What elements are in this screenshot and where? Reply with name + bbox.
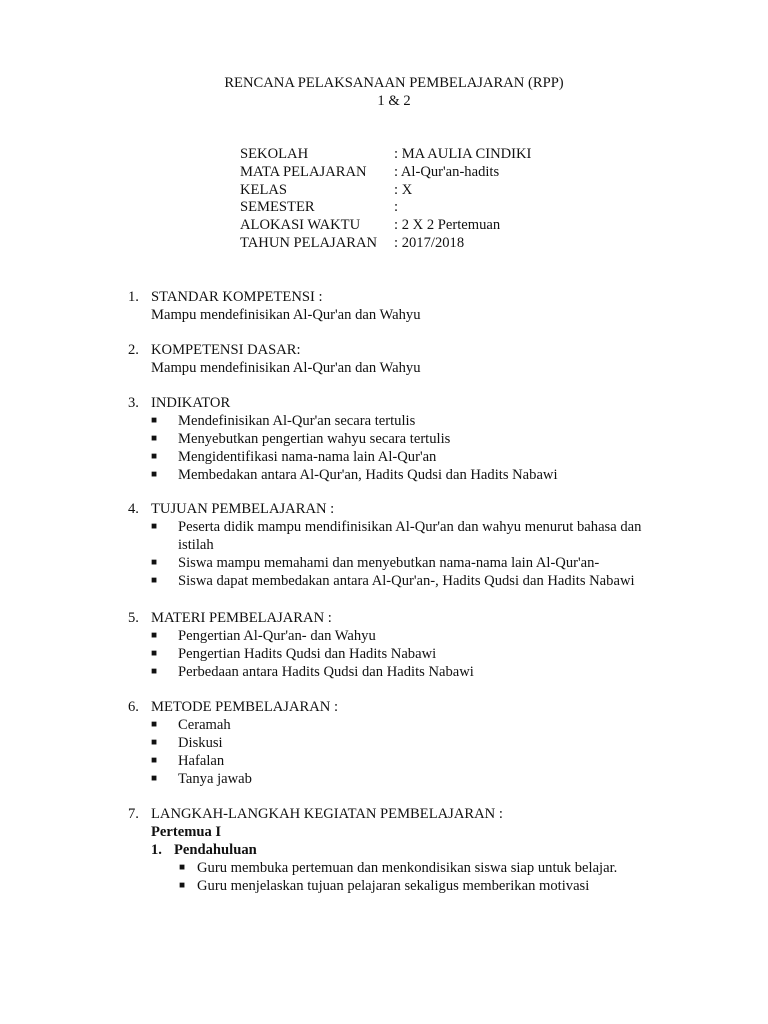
list-item: ■ Guru membuka pertemuan dan menkondisikan siswa siap untuk belajar. xyxy=(179,860,618,876)
list-item: ■ Pengertian Al-Qur'an- dan Wahyu xyxy=(151,628,376,644)
meeting-heading: Pertemua I xyxy=(151,824,222,840)
section-number: 6. xyxy=(128,699,139,715)
section-materi-pembelajaran xyxy=(128,609,688,681)
square-bullet-icon: ■ xyxy=(151,755,158,766)
identity-table xyxy=(240,145,531,252)
square-bullet-icon: ■ xyxy=(151,666,158,677)
section-number: 7. xyxy=(128,806,139,822)
section-indikator xyxy=(128,394,688,484)
square-bullet-icon: ■ xyxy=(151,737,158,748)
list-item: ■ Mendefinisikan Al-Qur'an secara tertulis xyxy=(151,413,416,429)
section-kompetensi-dasar xyxy=(128,341,688,377)
section-number: 2. xyxy=(128,342,139,358)
info-value: : Al-Qur'an-hadits xyxy=(394,163,500,180)
section-standar-kompetensi xyxy=(128,288,688,324)
section-number: 1. xyxy=(128,289,139,305)
square-bullet-icon: ■ xyxy=(151,575,158,586)
section-number: 5. xyxy=(128,610,139,626)
title-line-1: RENCANA PELAKSANAAN PEMBELAJARAN (RPP) xyxy=(224,75,564,91)
square-bullet-icon: ■ xyxy=(151,415,158,426)
info-row-school-year xyxy=(240,234,531,252)
square-bullet-icon: ■ xyxy=(151,719,158,730)
info-label: TAHUN PELAJARAN xyxy=(240,234,378,251)
info-value: : MA AULIA CINDIKI xyxy=(394,146,532,162)
square-bullet-icon: ■ xyxy=(179,880,186,891)
section-text: Mampu mendefinisikan Al-Qur'an dan Wahyu xyxy=(151,307,421,323)
list-item: ■ Peserta didik mampu mendifinisikan Al-Qur'an dan wahyu menurut bahasa dan istilah xyxy=(151,519,642,553)
list-item: ■ Mengidentifikasi nama-nama lain Al-Qur'an xyxy=(151,449,437,465)
list-item: ■ Membedakan antara Al-Qur'an, Hadits Qudsi dan Hadits Nabawi xyxy=(151,467,558,483)
square-bullet-icon: ■ xyxy=(151,451,158,462)
section-title: MATERI PEMBELAJARAN : xyxy=(151,610,332,626)
document-title xyxy=(0,74,768,110)
info-label: KELAS xyxy=(240,181,288,198)
section-title: KOMPETENSI DASAR: xyxy=(151,342,301,358)
square-bullet-icon: ■ xyxy=(151,521,158,532)
square-bullet-icon: ■ xyxy=(151,469,158,480)
title-line-2: 1 & 2 xyxy=(377,93,411,109)
subsection-title: Pendahuluan xyxy=(174,842,257,858)
subsection-number: 1. xyxy=(151,842,162,858)
section-tujuan-pembelajaran xyxy=(128,500,668,590)
square-bullet-icon: ■ xyxy=(179,862,186,873)
list-item: ■ Menyebutkan pengertian wahyu secara tertulis xyxy=(151,431,451,447)
info-value: : X xyxy=(394,181,413,198)
square-bullet-icon: ■ xyxy=(151,557,158,568)
list-item: ■ Siswa dapat membedakan antara Al-Qur'an-, Hadits Qudsi dan Hadits Nabawi xyxy=(151,573,635,589)
info-row-class xyxy=(240,181,531,199)
list-item: ■ Diskusi xyxy=(151,735,223,751)
list-item: ■ Perbedaan antara Hadits Qudsi dan Hadits Nabawi xyxy=(151,664,474,680)
info-value: : 2017/2018 xyxy=(394,234,465,251)
section-title: METODE PEMBELAJARAN : xyxy=(151,699,339,715)
list-item: ■ Siswa mampu memahami dan menyebutkan nama-nama lain Al-Qur'an- xyxy=(151,555,600,571)
info-label: SEKOLAH xyxy=(240,146,309,162)
info-row-time-allocation xyxy=(240,216,531,234)
subsection-heading xyxy=(128,841,688,859)
info-row-school xyxy=(240,145,531,163)
section-title: TUJUAN PEMBELAJARAN : xyxy=(151,501,335,517)
square-bullet-icon: ■ xyxy=(151,648,158,659)
info-value: : 2 X 2 Pertemuan xyxy=(394,217,501,234)
list-item: ■ Pengertian Hadits Qudsi dan Hadits Nabawi xyxy=(151,646,437,662)
list-item: ■ Ceramah xyxy=(151,717,231,733)
section-number: 3. xyxy=(128,395,139,411)
section-number: 4. xyxy=(128,501,139,517)
list-item: ■ Hafalan xyxy=(151,753,225,769)
square-bullet-icon: ■ xyxy=(151,433,158,444)
list-item: ■ Guru menjelaskan tujuan pelajaran sekaligus memberikan motivasi xyxy=(179,878,590,894)
info-label: SEMESTER xyxy=(240,199,315,216)
section-title: STANDAR KOMPETENSI : xyxy=(151,289,323,305)
info-row-subject xyxy=(240,163,531,181)
list-item: ■ Tanya jawab xyxy=(151,771,252,787)
square-bullet-icon: ■ xyxy=(151,630,158,641)
info-label: MATA PELAJARAN xyxy=(240,163,367,180)
section-text: Mampu mendefinisikan Al-Qur'an dan Wahyu xyxy=(151,360,421,376)
info-value: : xyxy=(394,199,399,216)
info-label: ALOKASI WAKTU xyxy=(240,217,361,234)
info-row-semester xyxy=(240,198,531,216)
section-title: LANGKAH-LANGKAH KEGIATAN PEMBELAJARAN : xyxy=(151,806,503,822)
section-title: INDIKATOR xyxy=(151,395,231,411)
section-metode-pembelajaran xyxy=(128,698,688,788)
square-bullet-icon: ■ xyxy=(151,773,158,784)
section-langkah-kegiatan xyxy=(128,805,688,895)
